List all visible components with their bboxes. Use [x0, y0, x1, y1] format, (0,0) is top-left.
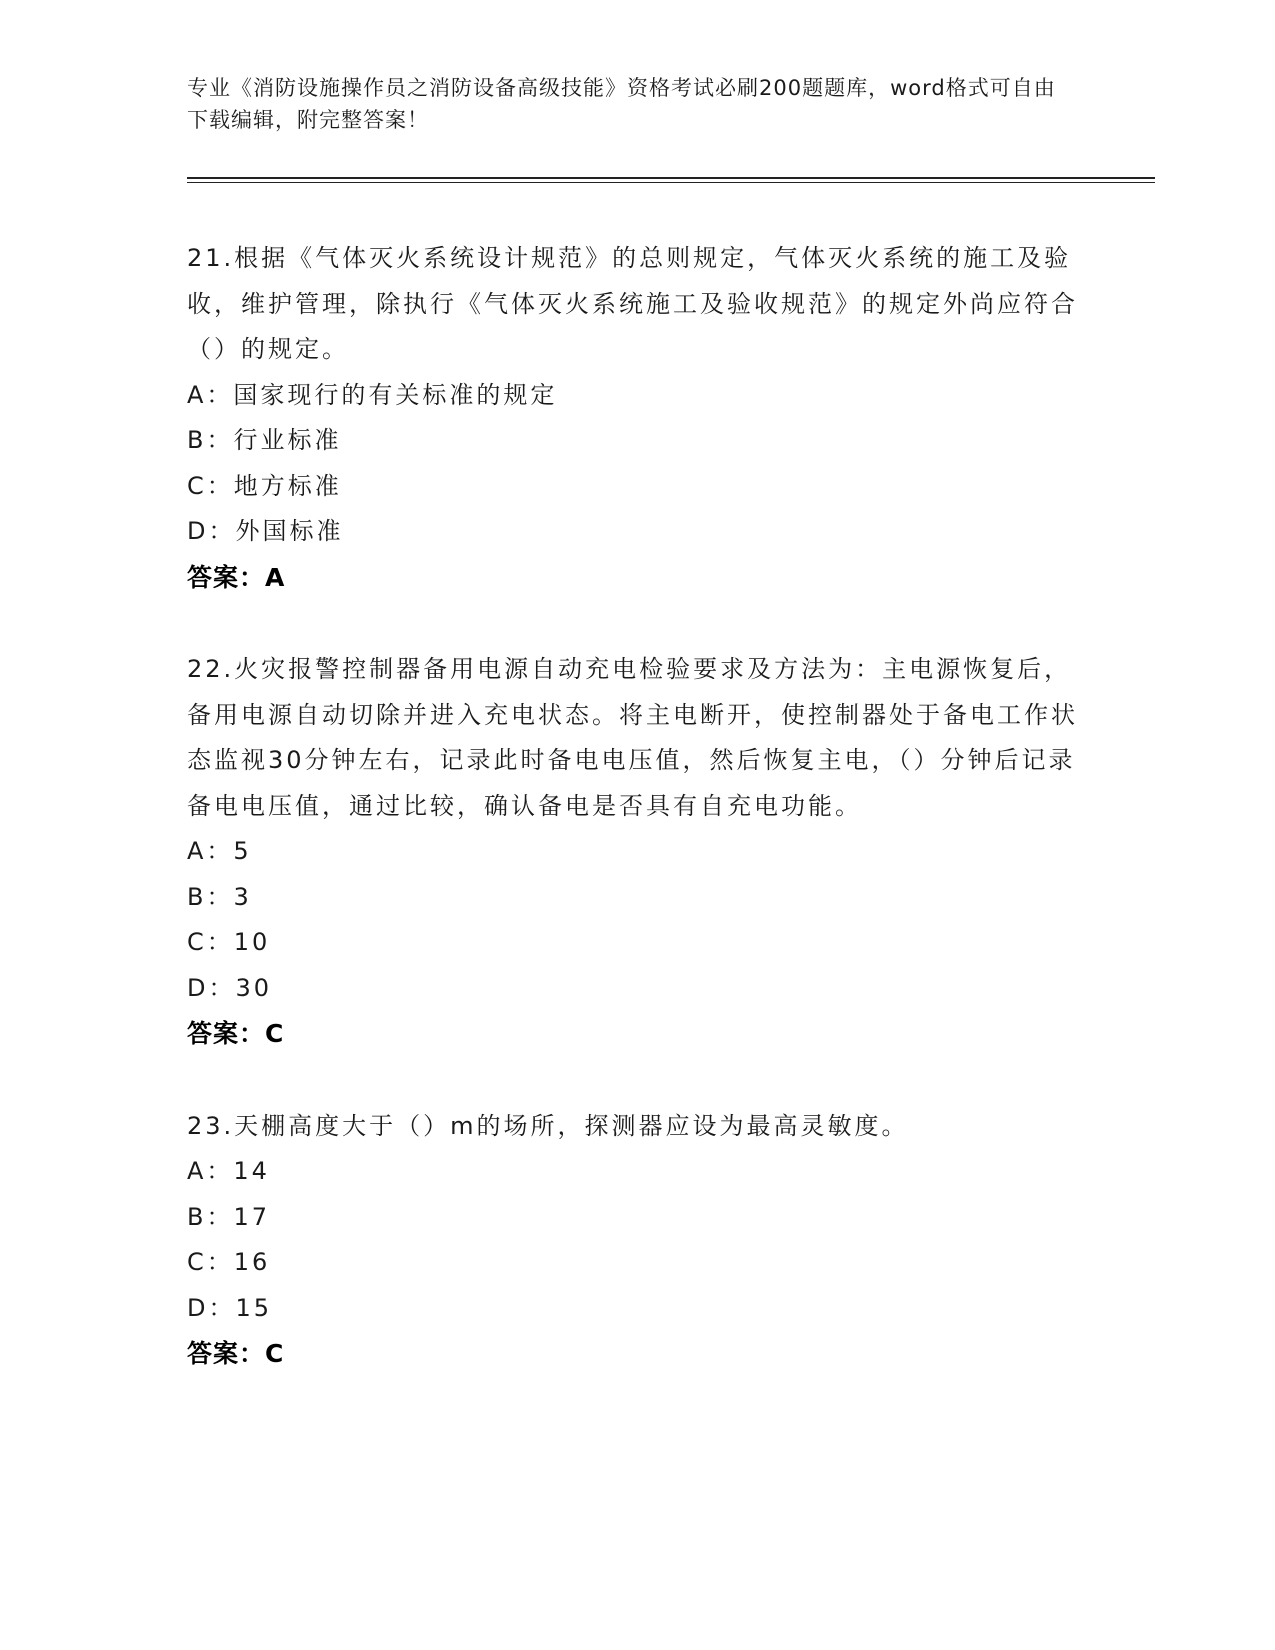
answer: 答案：C — [187, 1019, 285, 1048]
question-stem: 22.火灾报警控制器备用电源自动充电检验要求及方法为：主电源恢复后，备用电源自动切除并进入充电状态。将主电断开，使控制器处于备电工作状态监视30分钟左右，记录此时备电电压值，然后恢复主电，（）分钟后记录备电电压值，通过比较，确认备电是否具有自充电功能。 — [187, 655, 1078, 820]
answer: 答案：C — [187, 1339, 285, 1368]
question-23 — [187, 1104, 1087, 1377]
question-list — [187, 236, 1087, 1424]
question-stem: 21.根据《气体灭火系统设计规范》的总则规定，气体灭火系统的施工及验收，维护管理，除执行《气体灭火系统施工及验收规范》的规定外尚应符合（）的规定。 — [187, 244, 1078, 363]
question-22 — [187, 647, 1087, 1057]
option-d: D：30 — [187, 973, 273, 1002]
option-a: A：5 — [187, 837, 252, 865]
answer: 答案：A — [187, 562, 286, 592]
option-a: A：国家现行的有关标准的规定 — [187, 380, 558, 409]
question-21 — [187, 236, 1087, 600]
document-header: 专业《消防设施操作员之消防设备高级技能》资格考试必刷200题题库，word格式可自由下载编辑，附完整答案！ — [187, 76, 1056, 132]
option-c: C：16 — [187, 1248, 271, 1276]
option-d: D：外国标准 — [187, 517, 344, 545]
option-c: C：地方标准 — [187, 471, 342, 500]
option-b: B：3 — [187, 882, 252, 911]
option-d: D：15 — [187, 1293, 273, 1322]
header-divider — [187, 177, 1155, 183]
option-c: C：10 — [187, 928, 271, 956]
option-b: B：行业标准 — [187, 426, 342, 454]
option-b: B：17 — [187, 1202, 271, 1231]
question-stem: 23.天棚高度大于（）m的场所，探测器应设为最高灵敏度。 — [187, 1111, 909, 1140]
option-a: A：14 — [187, 1157, 270, 1185]
